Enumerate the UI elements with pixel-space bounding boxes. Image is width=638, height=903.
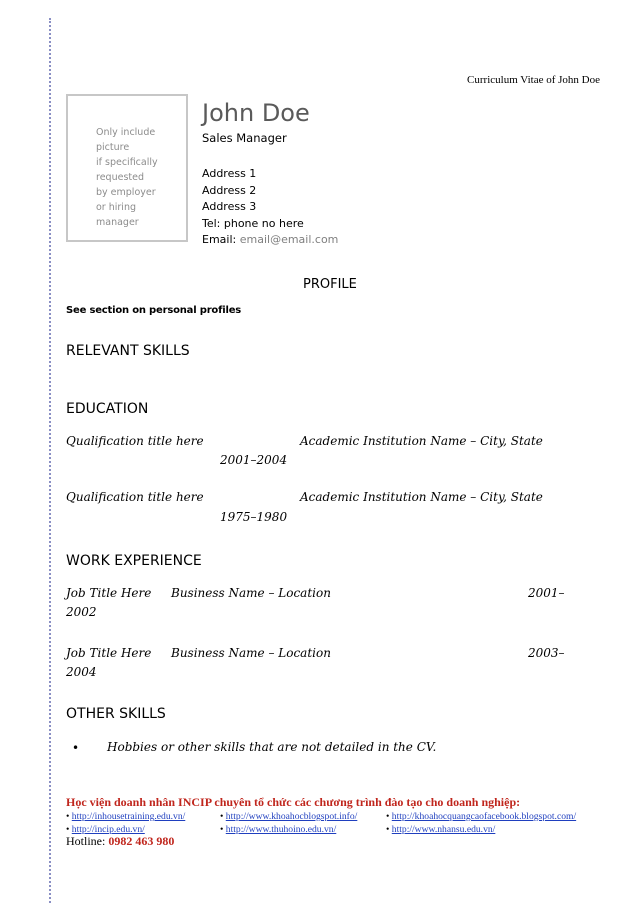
- email-label: Email:: [202, 233, 240, 246]
- footer-link-6-text[interactable]: http://www.nhansu.edu.vn/: [391, 824, 496, 835]
- person-job-title: Sales Manager: [202, 131, 287, 145]
- footer-link-4[interactable]: • http://incip.edu.vn/: [66, 824, 145, 835]
- footer-link-1-text[interactable]: http://inhousetraining.edu.vn/: [71, 811, 186, 822]
- profile-heading: PROFILE: [303, 277, 357, 292]
- education-2-qualification: Qualification title here: [66, 490, 204, 504]
- relevant-skills-heading: RELEVANT SKILLS: [66, 343, 190, 359]
- education-heading: EDUCATION: [66, 401, 149, 417]
- email-value[interactable]: email@email.com: [239, 233, 339, 246]
- phone-line: Tel: phone no here: [202, 216, 304, 230]
- address-line-2: Address 2: [202, 183, 257, 197]
- other-skills-heading: OTHER SKILLS: [66, 706, 166, 722]
- footer-link-5[interactable]: • http://www.thuhoino.edu.vn/: [220, 824, 337, 835]
- photo-placeholder-text: Only include picture if specifically requested by employer or hiring manager: [96, 127, 158, 228]
- page-margin-line: [49, 18, 51, 903]
- email-line: [202, 232, 338, 249]
- education-2-institution: Academic Institution Name – City, State: [300, 490, 543, 504]
- cv-header-title: Curriculum Vitae of John Doe: [467, 74, 600, 86]
- footer-link-2[interactable]: • http://www.khoahocblogspot.info/: [220, 811, 358, 822]
- person-name: John Doe: [202, 99, 310, 127]
- work-2-start: 2003–: [528, 646, 565, 660]
- hotline-label: Hotline:: [66, 834, 109, 848]
- footer-link-1[interactable]: • http://inhousetraining.edu.vn/: [66, 811, 186, 822]
- address-line-3: Address 3: [202, 200, 257, 213]
- footer-title: Học viện doanh nhân INCIP chuyên tổ chức các chương trình đào tạo cho doanh nghiệp:: [66, 795, 521, 809]
- other-skills-text: Hobbies or other skills that are not detailed in the CV.: [107, 740, 437, 754]
- work-1-start: 2001–: [528, 586, 565, 600]
- work-1-title: Job Title Here: [66, 586, 152, 600]
- footer-link-4-text[interactable]: http://incip.edu.vn/: [71, 824, 145, 835]
- footer-link-3-text[interactable]: http://khoahocquangcaofacebook.blogspot.com/: [391, 811, 577, 822]
- bullet-icon: •: [72, 741, 80, 755]
- education-2-years: 1975–1980: [220, 510, 288, 524]
- footer-link-3[interactable]: • http://khoahocquangcaofacebook.blogspot.com/: [386, 811, 577, 822]
- photo-placeholder: [66, 94, 188, 242]
- work-2-end: 2004: [66, 665, 97, 679]
- hotline: [66, 834, 174, 849]
- work-experience-heading: WORK EXPERIENCE: [66, 553, 202, 569]
- footer-link-6[interactable]: • http://www.nhansu.edu.vn/: [386, 824, 496, 835]
- education-1-years: 2001–2004: [220, 453, 288, 467]
- address-line-1: Address 1: [202, 167, 257, 180]
- other-skills-list-item: [72, 741, 79, 755]
- footer-link-5-text[interactable]: http://www.thuhoino.edu.vn/: [225, 824, 337, 835]
- work-1-end: 2002: [66, 605, 97, 619]
- education-1-institution: Academic Institution Name – City, State: [300, 434, 543, 448]
- work-2-business: Business Name – Location: [171, 646, 331, 660]
- footer-link-2-text[interactable]: http://www.khoahocblogspot.info/: [225, 811, 358, 822]
- hotline-number[interactable]: 0982 463 980: [108, 834, 175, 848]
- work-2-title: Job Title Here: [66, 646, 152, 660]
- education-1-qualification: Qualification title here: [66, 434, 204, 448]
- profile-note: See section on personal profiles: [66, 305, 242, 316]
- work-1-business: Business Name – Location: [171, 586, 331, 600]
- contact-block: [202, 166, 338, 249]
